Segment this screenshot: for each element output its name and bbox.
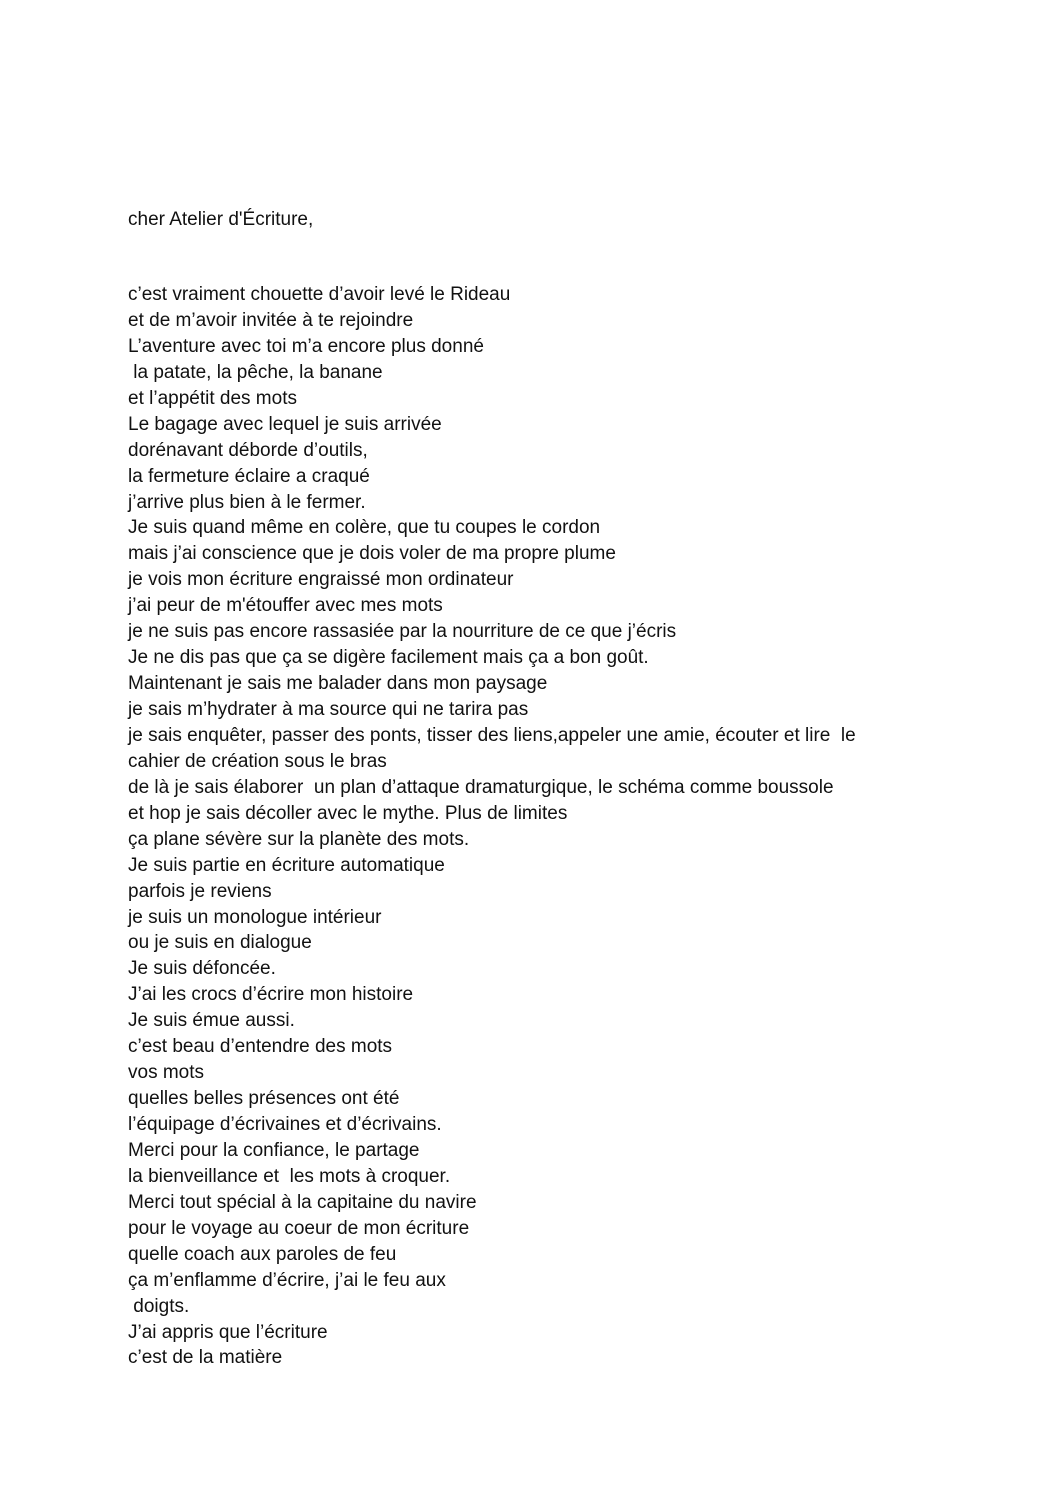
poem-line: c’est vraiment chouette d’avoir levé le Rideau	[128, 284, 511, 305]
poem-line: de là je sais élaborer un plan d’attaque dramaturgique, le schéma comme boussole	[128, 776, 834, 798]
poem-line: je sais enquêter, passer des ponts, tisser des liens,appeler une amie, écouter et lire le	[128, 724, 856, 746]
poem-line: Je suis partie en écriture automatique	[128, 854, 445, 876]
poem-line: vos mots	[128, 1062, 205, 1084]
poem-line: mais j’ai conscience que je dois voler de ma propre plume	[128, 543, 616, 565]
poem-line: Le bagage avec lequel je suis arrivée	[128, 413, 442, 435]
poem-line: et de m’avoir invitée à te rejoindre	[128, 309, 414, 331]
poem-line: c’est de la matière	[128, 1347, 283, 1369]
poem-line: et hop je sais décoller avec le mythe. Plus de limites	[128, 802, 568, 824]
poem-line: je vois mon écriture engraissé mon ordinateur	[128, 569, 514, 591]
poem-line: ça m’enflamme d’écrire, j’ai le feu aux	[128, 1269, 446, 1291]
poem-line: quelle coach aux paroles de feu	[128, 1243, 397, 1265]
poem-line: ou je suis en dialogue	[128, 932, 312, 954]
poem-line: Je suis émue aussi.	[128, 1010, 295, 1032]
poem-line: J’ai appris que l’écriture	[128, 1321, 328, 1343]
poem-line: J’ai les crocs d’écrire mon histoire	[128, 984, 414, 1006]
poem-line: c’est beau d’entendre des mots	[128, 1036, 393, 1058]
poem-line: quelles belles présences ont été	[128, 1088, 400, 1110]
poem-line: je sais m’hydrater à ma source qui ne tarira pas	[128, 699, 529, 720]
letter-salutation: cher Atelier d'Écriture,	[128, 209, 314, 230]
poem-line: cahier de création sous le bras	[128, 750, 387, 772]
poem-line: la fermeture éclaire a craqué	[128, 465, 370, 487]
poem-line: Maintenant je sais me balader dans mon paysage	[128, 673, 548, 695]
poem-line: L’aventure avec toi m’a encore plus donné	[128, 335, 484, 357]
poem-line: je suis un monologue intérieur	[128, 906, 382, 928]
poem-line: la patate, la pêche, la banane	[128, 361, 383, 383]
poem-line: l’équipage d’écrivaines et d’écrivains.	[128, 1114, 442, 1135]
poem-line: dorénavant déborde d’outils,	[128, 439, 368, 461]
poem-line: et l’appétit des mots	[128, 387, 297, 409]
poem-line: Je ne dis pas que ça se digère facilement mais ça a bon goût.	[128, 647, 649, 669]
poem-body	[128, 282, 918, 1371]
poem-line: je ne suis pas encore rassasiée par la nourriture de ce que j’écris	[128, 621, 677, 643]
poem-line: doigts.	[128, 1295, 190, 1317]
poem-line: pour le voyage au coeur de mon écriture	[128, 1217, 470, 1239]
poem-line: Merci pour la confiance, le partage	[128, 1139, 420, 1161]
poem-line: j’ai peur de m'étouffer avec mes mots	[128, 595, 443, 617]
poem-line: la bienveillance et les mots à croquer.	[128, 1165, 451, 1187]
poem-line: Je suis défoncée.	[128, 958, 276, 980]
poem-line: Je suis quand même en colère, que tu coupes le cordon	[128, 517, 601, 539]
poem-line: parfois je reviens	[128, 880, 272, 902]
poem-line: j’arrive plus bien à le fermer.	[128, 491, 366, 513]
poem-line: ça plane sévère sur la planète des mots.	[128, 828, 470, 850]
poem-line: Merci tout spécial à la capitaine du navire	[128, 1191, 477, 1213]
